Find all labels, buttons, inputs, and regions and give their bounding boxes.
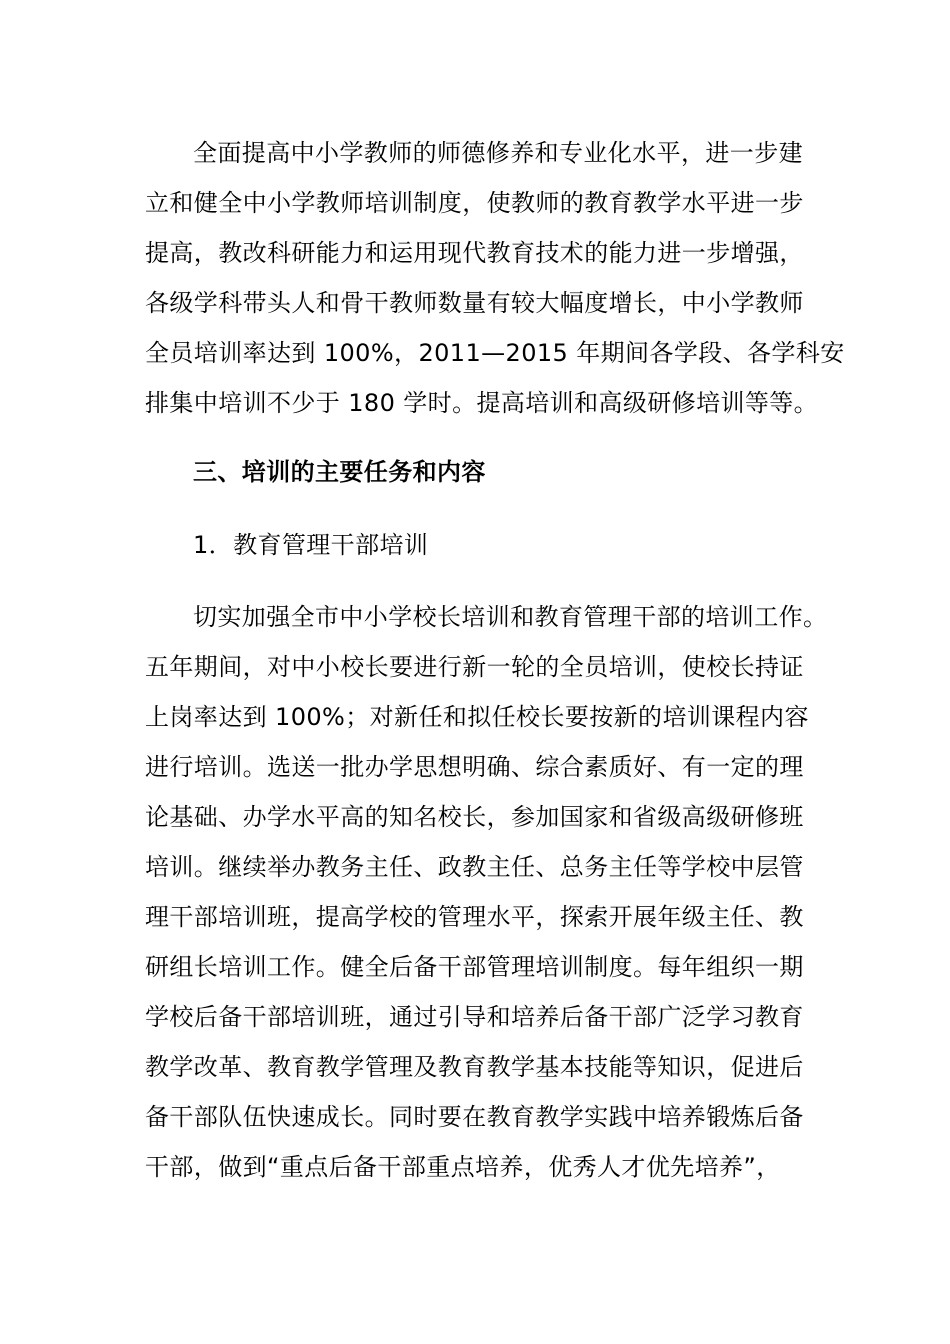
paragraph-2-line-9: 学校后备干部培训班，通过引导和培养后备干部广泛学习教育: [145, 1003, 804, 1031]
paragraph-1-line-1: 全面提高中小学教师的师德修养和专业化水平，进一步建: [193, 139, 803, 167]
paragraph-1-line-6: 排集中培训不少于 180 学时。提高培训和高级研修培训等等。: [145, 389, 819, 417]
paragraph-2-line-12: 干部，做到“重点后备干部重点培养，优秀人才优先培养”，: [145, 1153, 781, 1181]
paragraph-2-line-4: 进行培训。选送一批办学思想明确、综合素质好、有一定的理: [145, 753, 804, 781]
subheading: 1．教育管理干部培训: [193, 531, 429, 559]
paragraph-2-line-10: 教学改革、教育教学管理及教育教学基本技能等知识，促进后: [145, 1053, 804, 1081]
paragraph-1-line-5: 全员培训率达到 100%，2011—2015 年期间各学段、各学科安: [145, 339, 845, 367]
paragraph-2-line-7: 理干部培训班，提高学校的管理水平，探索开展年级主任、教: [145, 903, 804, 931]
section-heading: 三、培训的主要任务和内容: [193, 458, 486, 486]
paragraph-1-line-3: 提高，教改科研能力和运用现代教育技术的能力进一步增强，: [145, 239, 804, 267]
paragraph-1-line-4: 各级学科带头人和骨干教师数量有较大幅度增长，中小学教师: [145, 289, 804, 317]
paragraph-1-line-2: 立和健全中小学教师培训制度，使教师的教育教学水平进一步: [145, 189, 804, 217]
paragraph-2-line-1: 切实加强全市中小学校长培训和教育管理干部的培训工作。: [193, 603, 828, 631]
paragraph-2-line-5: 论基础、办学水平高的知名校长，参加国家和省级高级研修班: [145, 803, 804, 831]
paragraph-2-line-3: 上岗率达到 100%；对新任和拟任校长要按新的培训课程内容: [145, 703, 809, 731]
paragraph-2-line-6: 培训。继续举办教务主任、政教主任、总务主任等学校中层管: [145, 853, 804, 881]
paragraph-2-line-8: 研组长培训工作。健全后备干部管理培训制度。每年组织一期: [145, 953, 804, 981]
paragraph-2-line-2: 五年期间，对中小校长要进行新一轮的全员培训，使校长持证: [145, 653, 804, 681]
paragraph-2-line-11: 备干部队伍快速成长。同时要在教育教学实践中培养锻炼后备: [145, 1103, 804, 1131]
